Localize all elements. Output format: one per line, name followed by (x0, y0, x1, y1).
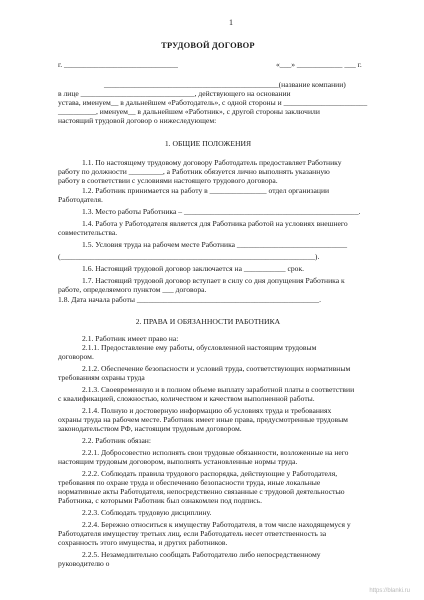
paragraph-line: 2.1.2. Обеспечение безопасности и условий труда, соответствующих нормативным (82, 364, 351, 373)
paragraph-line: 2.2. Работник обязан: (82, 436, 151, 445)
intro-line: в лице ______________________________, действующего на основании (58, 89, 291, 98)
paragraph-line: работу по должности _________, а Работник обязуется лично выполнять указанную (58, 167, 330, 176)
paragraph-line: 1.3. Место работы Работника – ______________________________________________. (82, 207, 361, 216)
paragraph-line: 1.1. По настоящему трудовому договору Работодатель предоставляет Работнику (82, 158, 342, 167)
paragraph-line: законодательством РФ, настоящим трудовым договором. (58, 424, 242, 433)
paragraph-line: настоящим трудовым договором, выполнять установленные нормы труда. (58, 457, 298, 466)
paragraph-line: 2.2.2. Соблюдать правила трудового распорядка, действующие у Работодателя, (82, 469, 338, 478)
paragraph-line: руководителю о (58, 559, 110, 568)
watermark: https://blanki.ru (369, 588, 410, 594)
paragraph-line: договором. (58, 352, 94, 361)
paragraph-line: 1.7. Настоящий трудовой договор вступает в силу со дня допущения Работника к (82, 276, 345, 285)
paragraph-line: работе, определяемого пунктом ___ договора. (58, 285, 207, 294)
intro-line: ______________________________________________(название компании) (104, 80, 346, 89)
paragraph-line: 2.2.5. Незамедлительно сообщать Работодателю либо непосредственному (82, 550, 321, 559)
paragraph-line: 2.2.4. Бережно относиться к имуществу Работодателя, в том числе находящемуся у (82, 520, 351, 529)
paragraph-line: 2.1. Работник имеет право на: (82, 334, 179, 343)
paragraph-line: (___________________________________________________________________). (58, 252, 320, 261)
page-number: 1 (229, 18, 233, 27)
paragraph-line: Работодателя. (58, 195, 103, 204)
paragraph-line: с квалификацией, сложностью, количеством и качеством выполненной работы. (58, 394, 315, 403)
intro-line: устава, именуем__ в дальнейшем «Работодатель», с одной стороны и ______________________ (58, 98, 368, 107)
paragraph-line: 1.5. Условия труда на рабочем месте Работника _____________________________ (82, 240, 348, 249)
intro-line: __________, именуем__ в дальнейшем «Работник», с другой стороны заключили (58, 107, 320, 116)
paragraph-line: нормативные акты Работодателя, непосредственно связанные с трудовой деятельностью (58, 487, 345, 496)
paragraph-line: Работника, с которыми Работник был ознакомлен под подпись. (58, 496, 263, 505)
paragraph-line: работу в соответствии с условиями настоящего трудового договора. (58, 176, 278, 185)
section-heading: 2. ПРАВА И ОБЯЗАННОСТИ РАБОТНИКА (135, 317, 281, 326)
paragraph-line: 2.1.4. Полную и достоверную информацию об условиях труда и требованиях (82, 406, 332, 415)
paragraph-line: требования по охране труда и обеспечению безопасности труда, иные локальные (58, 478, 321, 487)
paragraph-line: совместительства. (58, 228, 118, 237)
paragraph-line: 2.1.3. Своевременную и в полном объеме выплату заработной платы в соответствии (82, 385, 355, 394)
document-title: ТРУДОВОЙ ДОГОВОР (161, 40, 255, 50)
paragraph-line: 2.2.1. Добросовестно исполнять свои трудовые обязанности, возложенные на него (82, 448, 349, 457)
paragraph-line: 1.6. Настоящий трудовой договор заключается на ___________ срок. (82, 264, 305, 273)
paragraph-line: 1.4. Работа у Работодателя является для Работника работой на условиях внешнего (82, 219, 348, 228)
intro-line: настоящий трудовой договор о нижеследующем: (58, 116, 217, 125)
paragraph-line: Работодателя имуществу третьих лиц, если Работодатель несет ответственность за (58, 529, 327, 538)
date-field: «___» ____________ ___ г. (276, 60, 362, 69)
city-field: г. ______________________________ (58, 60, 178, 69)
paragraph-line: 1.8. Дата начала работы ________________________________________________. (58, 295, 321, 304)
paragraph-line: сохранность этого имущества, и других работников. (58, 538, 228, 547)
paragraph-line: 2.1.1. Предоставление ему работы, обусловленной настоящим трудовым (82, 343, 317, 352)
paragraph-line: требованиям охраны труда (58, 373, 145, 382)
paragraph-line: охраны труда на рабочем месте. Работник имеет иные права, предусмотренные трудовым (58, 415, 348, 424)
section-heading: 1. ОБЩИЕ ПОЛОЖЕНИЯ (164, 139, 252, 148)
paragraph-line: 1.2. Работник принимается на работу в _______________ отдел организации (82, 186, 330, 195)
paragraph-line: 2.2.3. Соблюдать трудовую дисциплину. (82, 508, 212, 517)
